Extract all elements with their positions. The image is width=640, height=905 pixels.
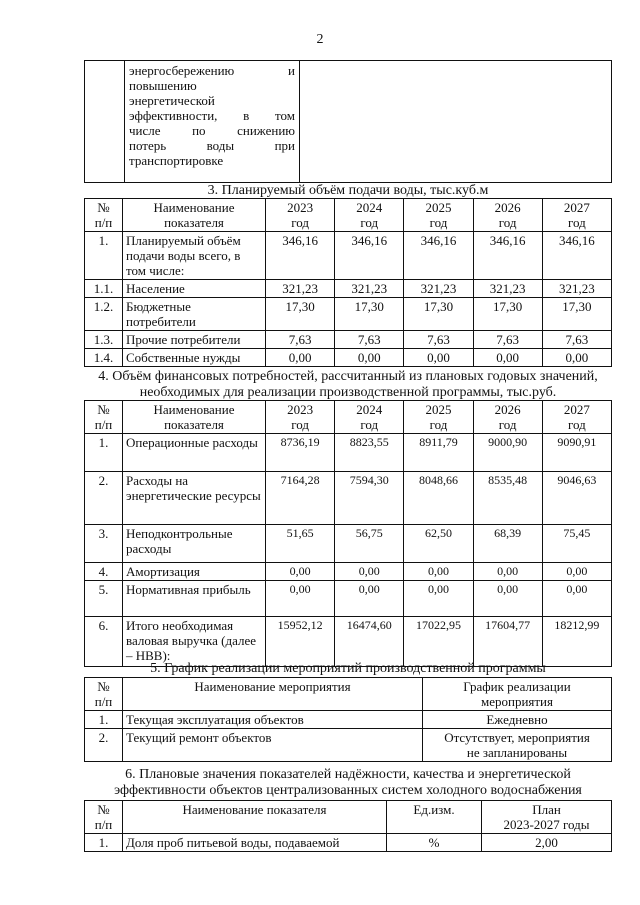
row-value: 0,00: [335, 563, 404, 581]
row-value: 0,00: [473, 349, 542, 367]
row-value: 0,00: [404, 349, 473, 367]
row-value: 8048,66: [404, 472, 473, 525]
row-value: 321,23: [335, 280, 404, 298]
row-value: 15952,12: [266, 617, 335, 667]
row-num: 1.: [85, 232, 123, 280]
top-continuation-table: [84, 60, 612, 183]
row-unit: %: [387, 834, 482, 852]
table-row: [85, 711, 612, 729]
row-value: 7,63: [335, 331, 404, 349]
row-value: 9000,90: [473, 434, 542, 472]
section4-title: 4. Объём финансовых потребностей, рассчитанный из плановых годовых значений, необходимых для реализации производственной программы, тыс.руб.: [98, 369, 598, 400]
row-value: 0,00: [542, 581, 611, 617]
row-num: 2.: [85, 472, 123, 525]
section3-title: 3. Планируемый объём подачи воды, тыс.куб.м: [207, 183, 489, 198]
row-value: 17,30: [335, 298, 404, 331]
header-schedule: График реализации мероприятия: [423, 678, 612, 711]
row-value: 346,16: [473, 232, 542, 280]
row-name: Население: [123, 280, 266, 298]
row-num: 1.: [85, 711, 123, 729]
indicators-table: [84, 800, 612, 852]
row-name: Неподконтрольные расходы: [123, 525, 266, 563]
row-schedule: Отсутствует, мероприятия не запланированы: [423, 729, 612, 762]
row-value: 0,00: [473, 581, 542, 617]
row-num: 3.: [85, 525, 123, 563]
row-value: 0,00: [266, 563, 335, 581]
row-schedule: Ежедневно: [423, 711, 612, 729]
table-row: [85, 834, 612, 852]
top-line: числе по снижению: [129, 123, 295, 138]
header-year: 2024 год: [335, 401, 404, 434]
row-value: 68,39: [473, 525, 542, 563]
top-line: потерь воды при: [129, 138, 295, 153]
top-num-cell: [85, 61, 125, 183]
header-year: 2027 год: [542, 199, 611, 232]
row-value: 17604,77: [473, 617, 542, 667]
header-year: 2024 год: [335, 199, 404, 232]
row-num: 1.1.: [85, 280, 123, 298]
row-value: 7,63: [542, 331, 611, 349]
row-value: 8911,79: [404, 434, 473, 472]
row-name: Амортизация: [123, 563, 266, 581]
row-value: 18212,99: [542, 617, 611, 667]
row-value: 0,00: [542, 563, 611, 581]
top-line: энергетической: [129, 93, 215, 108]
row-name: Планируемый объём подачи воды всего, в том числе:: [123, 232, 266, 280]
row-num: 6.: [85, 617, 123, 667]
row-value: 7,63: [404, 331, 473, 349]
table-row: [85, 434, 612, 472]
row-value: 0,00: [335, 349, 404, 367]
row-num: 1.3.: [85, 331, 123, 349]
row-value: 17022,95: [404, 617, 473, 667]
table-row: [85, 331, 612, 349]
row-value: 0,00: [266, 349, 335, 367]
row-name: Итого необходимая валовая выручка (далее – НВВ):: [123, 617, 266, 667]
header-plan: План 2023-2027 годы: [482, 801, 612, 834]
row-name: Собственные нужды: [123, 349, 266, 367]
row-value: 7,63: [473, 331, 542, 349]
row-num: 2.: [85, 729, 123, 762]
section5-title: 5. График реализации мероприятий производственной программы: [150, 661, 546, 676]
table-row: [85, 617, 612, 667]
row-name: Текущий ремонт объектов: [123, 729, 423, 762]
row-num: 1.2.: [85, 298, 123, 331]
header-year: 2025 год: [404, 401, 473, 434]
row-value: 17,30: [266, 298, 335, 331]
row-value: 51,65: [266, 525, 335, 563]
header-name: Наименование показателя: [123, 401, 266, 434]
header-name: Наименование мероприятия: [123, 678, 423, 711]
row-num: 1.: [85, 434, 123, 472]
row-name: Бюджетные потребители: [123, 298, 266, 331]
row-value: 56,75: [335, 525, 404, 563]
header-name: Наименование показателя: [123, 801, 387, 834]
table-row: [85, 525, 612, 563]
row-value: 16474,60: [335, 617, 404, 667]
header-num: № п/п: [85, 199, 123, 232]
header-year: 2023 год: [266, 199, 335, 232]
row-value: 0,00: [542, 349, 611, 367]
row-value: 0,00: [335, 581, 404, 617]
table-row: [85, 729, 612, 762]
row-value: 0,00: [473, 563, 542, 581]
row-num: 1.4.: [85, 349, 123, 367]
row-value: 321,23: [542, 280, 611, 298]
row-value: 7164,28: [266, 472, 335, 525]
row-value: 8535,48: [473, 472, 542, 525]
row-value: 0,00: [404, 581, 473, 617]
row-value: 321,23: [404, 280, 473, 298]
row-name: Доля проб питьевой воды, подаваемой: [123, 834, 387, 852]
water-supply-table: [84, 198, 612, 367]
header-year: 2026 год: [473, 199, 542, 232]
header-num: № п/п: [85, 401, 123, 434]
row-value: 8736,19: [266, 434, 335, 472]
row-value: 0,00: [404, 563, 473, 581]
row-value: 346,16: [335, 232, 404, 280]
header-year: 2023 год: [266, 401, 335, 434]
row-num: 5.: [85, 581, 123, 617]
header-num: № п/п: [85, 801, 123, 834]
row-value: 7594,30: [335, 472, 404, 525]
row-name: Текущая эксплуатация объектов: [123, 711, 423, 729]
section6-title: 6. Плановые значения показателей надёжности, качества и энергетической эффективности объектов централизованных систем холодного водоснабжения: [114, 767, 582, 798]
row-value: 17,30: [473, 298, 542, 331]
row-num: 1.: [85, 834, 123, 852]
page-number: 2: [316, 32, 324, 47]
row-value: 346,16: [404, 232, 473, 280]
table-row: [85, 581, 612, 617]
table-row: [85, 232, 612, 280]
header-year: 2026 год: [473, 401, 542, 434]
table-row: [85, 298, 612, 331]
row-value: 7,63: [266, 331, 335, 349]
table-row: [85, 280, 612, 298]
row-name: Нормативная прибыль: [123, 581, 266, 617]
table-row: [85, 563, 612, 581]
row-value: 17,30: [404, 298, 473, 331]
row-value: 62,50: [404, 525, 473, 563]
row-num: 4.: [85, 563, 123, 581]
row-value: 0,00: [266, 581, 335, 617]
row-value: 9090,91: [542, 434, 611, 472]
top-line: повышению: [129, 78, 197, 93]
row-value: 321,23: [473, 280, 542, 298]
top-line: транспортировке: [129, 153, 224, 168]
row-name: Расходы на энергетические ресурсы: [123, 472, 266, 525]
table-row: [85, 472, 612, 525]
schedule-table: [84, 677, 612, 762]
top-text-cell: [125, 61, 300, 183]
table-row: [85, 349, 612, 367]
top-empty-cell: [300, 61, 612, 183]
row-value: 346,16: [542, 232, 611, 280]
header-num: № п/п: [85, 678, 123, 711]
row-name: Прочие потребители: [123, 331, 266, 349]
header-name: Наименование показателя: [123, 199, 266, 232]
row-value: 8823,55: [335, 434, 404, 472]
row-value: 321,23: [266, 280, 335, 298]
top-line: эффективности, в том: [129, 108, 295, 123]
financial-needs-table: [84, 400, 612, 667]
header-year: 2025 год: [404, 199, 473, 232]
row-value: 346,16: [266, 232, 335, 280]
row-value: 17,30: [542, 298, 611, 331]
row-value: 9046,63: [542, 472, 611, 525]
header-unit: Ед.изм.: [387, 801, 482, 834]
row-plan: 2,00: [482, 834, 612, 852]
row-name: Операционные расходы: [123, 434, 266, 472]
header-year: 2027 год: [542, 401, 611, 434]
top-line: энергосбережению и: [129, 63, 295, 78]
row-value: 75,45: [542, 525, 611, 563]
